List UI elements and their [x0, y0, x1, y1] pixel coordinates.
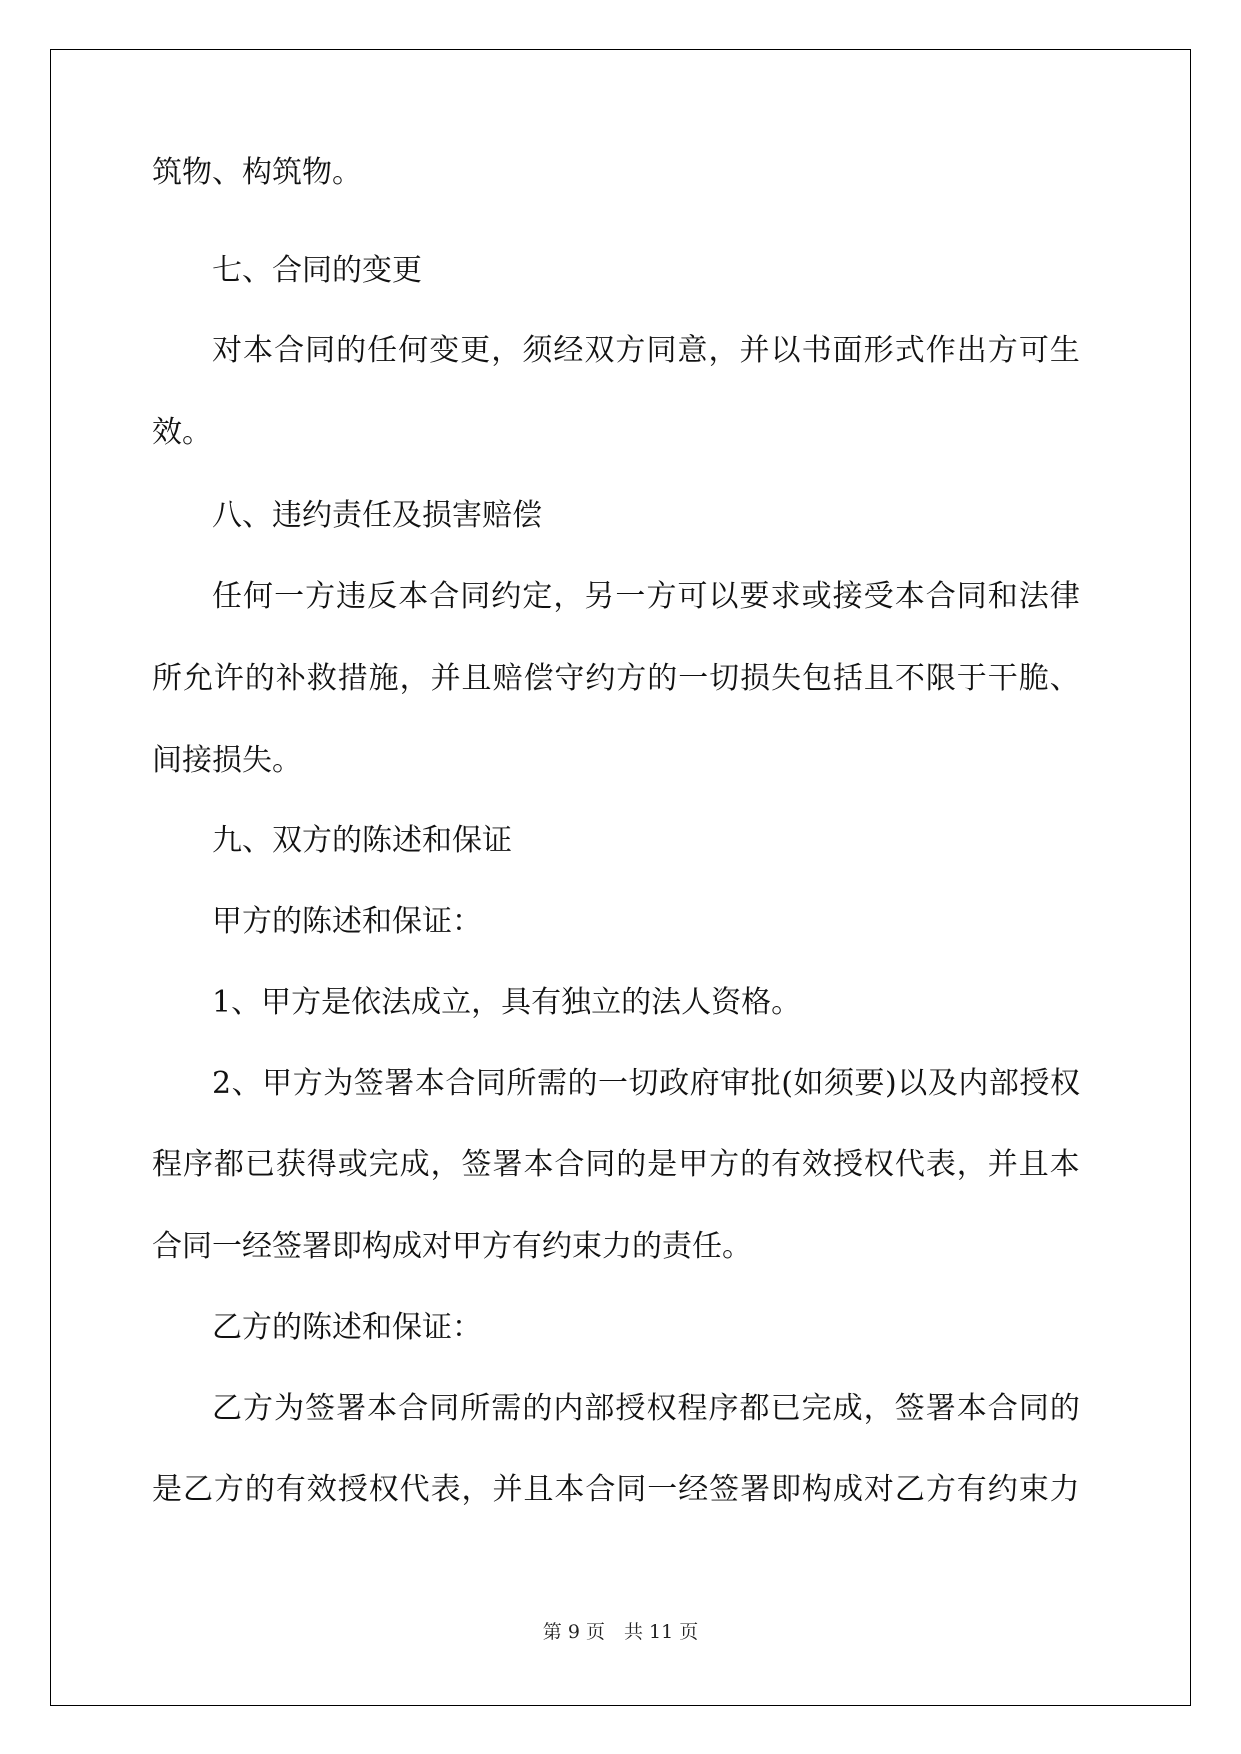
text-line: 2 、 甲 方 为 签 署 本 合 同 所 需 的 一 切 政 府 审 批 ( 如 须 要 ) 以 及 内 部 授 权 — [212, 1066, 1080, 1101]
page-border — [50, 49, 1191, 1706]
text-line: 筑物、构筑物。 — [152, 155, 362, 190]
text-line: 任 何 一 方 违 反 本 合 同 约 定 ， 另 一 方 可 以 要 求 或 接 受 本 合 同 和 法 律 — [212, 579, 1080, 614]
section-heading: 八、违约责任及损害赔偿 — [212, 498, 542, 533]
text-line: 效。 — [152, 415, 212, 450]
text-line: 间接损失。 — [152, 743, 302, 778]
section-heading: 九、双方的陈述和保证 — [212, 823, 512, 858]
text-line: 甲方的陈述和保证： — [212, 904, 482, 939]
page-number-footer: 第 9 页 共 11 页 — [542, 1621, 699, 1643]
text-line: 乙 方 为 签 署 本 合 同 所 需 的 内 部 授 权 程 序 都 已 完 成 ， 签 署 本 合 同 的 — [212, 1391, 1080, 1426]
text-line: 乙方的陈述和保证： — [212, 1310, 482, 1345]
text-line: 是 乙 方 的 有 效 授 权 代 表 ， 并 且 本 合 同 一 经 签 署 即 构 成 对 乙 方 有 约 束 力 — [152, 1472, 1080, 1507]
text-line: 1、甲方是依法成立，具有独立的法人资格。 — [212, 985, 802, 1020]
section-heading: 七、合同的变更 — [212, 253, 422, 288]
text-line: 程 序 都 已 获 得 或 完 成 ， 签 署 本 合 同 的 是 甲 方 的 有 效 授 权 代 表 ， 并 且 本 — [152, 1147, 1080, 1182]
text-line: 对 本 合 同 的 任 何 变 更 ， 须 经 双 方 同 意 ， 并 以 书 面 形 式 作 出 方 可 生 — [212, 333, 1080, 368]
text-line: 合同一经签署即构成对甲方有约束力的责任。 — [152, 1229, 752, 1264]
text-line: 所 允 许 的 补 救 措 施 ， 并 且 赔 偿 守 约 方 的 一 切 损 失 包 括 且 不 限 于 干 脆 、 — [152, 661, 1080, 696]
